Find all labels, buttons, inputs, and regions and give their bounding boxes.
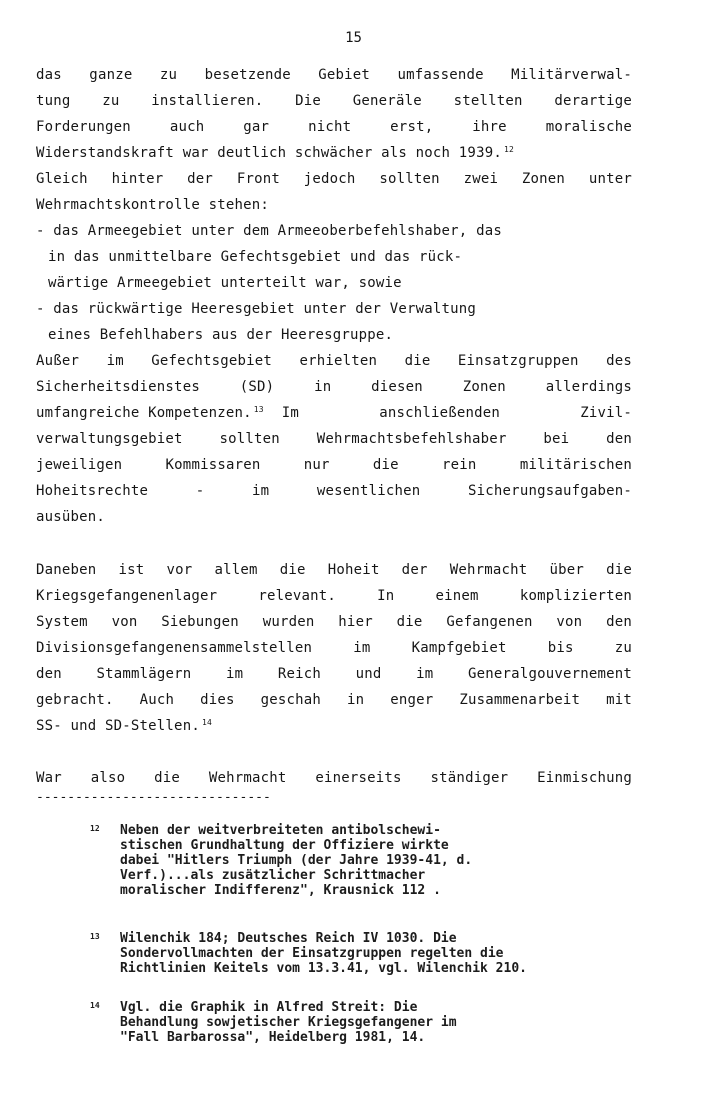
- footnote-line: moralischer Indifferenz", Krausnick 112 .: [120, 883, 441, 898]
- list-item-line: wärtige Armeegebiet unterteilt war, sowie: [48, 275, 402, 291]
- footnote-14: [90, 1000, 700, 1045]
- text-line: [36, 713, 632, 739]
- footnote-marker: 14: [90, 1001, 100, 1010]
- paragraph-1: [36, 62, 632, 530]
- text-line: ausüben.: [36, 509, 106, 525]
- footnote-ref-12: 12: [503, 145, 514, 154]
- text-line: System von Siebungen wurden hier die Gefangenen von den: [36, 614, 632, 630]
- text-line-content: [36, 400, 264, 426]
- page-number: 15: [345, 30, 362, 46]
- text-line: Außer im Gefechtsgebiet erhielten die Einsatzgruppen des: [36, 353, 632, 369]
- paragraph-2: [36, 557, 632, 739]
- footnote-ref-13: 13: [253, 405, 264, 414]
- paragraph-3: [36, 765, 632, 791]
- text-line: das ganze zu besetzende Gebiet umfassende Militärverwal-: [36, 67, 632, 83]
- footnote-line: Sondervollmachten der Einsatzgruppen regelten die: [120, 946, 504, 961]
- footnote-line: stischen Grundhaltung der Offiziere wirkte: [120, 838, 449, 853]
- text-line: War also die Wehrmacht einerseits ständiger Einmischung: [36, 770, 632, 786]
- text-line: tung zu installieren. Die Generäle stellten derartige: [36, 93, 632, 109]
- text-line: Kriegsgefangenenlager relevant. In einem komplizierten: [36, 588, 632, 604]
- text-line: den Stammlägern im Reich und im Generalgouvernement: [36, 666, 632, 682]
- text-line: verwaltungsgebiet sollten Wehrmachtsbefehlshaber bei den: [36, 431, 632, 447]
- text-line: Sicherheitsdienstes (SD) in diesen Zonen allerdings: [36, 379, 632, 395]
- text-line: jeweiligen Kommissaren nur die rein militärischen: [36, 457, 632, 473]
- footnote-line: Richtlinien Keitels vom 13.3.41, vgl. Wilenchik 210.: [120, 961, 527, 976]
- text-line-content: SS- und SD-Stellen.: [36, 718, 200, 734]
- text-line: Daneben ist vor allem die Hoheit der Wehrmacht über die: [36, 562, 632, 578]
- text-line: [36, 400, 632, 426]
- text-line: Wehrmachtskontrolle stehen:: [36, 197, 269, 213]
- text-segment: umfangreiche Kompetenzen.: [36, 405, 252, 421]
- footnote-marker: 13: [90, 932, 100, 941]
- text-line-content: Widerstandskraft war deutlich schwächer als noch 1939.: [36, 145, 502, 161]
- text-line: Gleich hinter der Front jedoch sollten zwei Zonen unter: [36, 171, 632, 187]
- footnote-line: Verf.)...als zusätzlicher Schrittmacher: [120, 868, 426, 883]
- footnote-line: dabei "Hitlers Triumph (der Jahre 1939-41, d.: [120, 853, 473, 868]
- text-line: gebracht. Auch dies geschah in enger Zusammenarbeit mit: [36, 692, 632, 708]
- text-line: [36, 140, 632, 166]
- footnote-marker: 12: [90, 824, 100, 833]
- footnote-line: Behandlung sowjetischer Kriegsgefangener im: [120, 1015, 457, 1030]
- footnote-13: [90, 931, 700, 976]
- footnote-line: Vgl. die Graphik in Alfred Streit: Die: [120, 1000, 418, 1015]
- footnote-ref-14: 14: [201, 718, 212, 727]
- footnote-line: "Fall Barbarossa", Heidelberg 1981, 14.: [120, 1030, 426, 1045]
- list-item-line: in das unmittelbare Gefechtsgebiet und das rück-: [48, 249, 463, 265]
- footnote-line: Neben der weitverbreiteten antibolschewi-: [120, 823, 441, 838]
- text-line: Hoheitsrechte - im wesentlichen Sicherungsaufgaben-: [36, 483, 632, 499]
- footnote-separator: ------------------------------: [36, 790, 271, 805]
- footnote-12: [90, 823, 700, 898]
- text-line: Forderungen auch gar nicht erst, ihre moralische: [36, 119, 632, 135]
- footnote-line: Wilenchik 184; Deutsches Reich IV 1030. Die: [120, 931, 457, 946]
- list-item-line: eines Befehlhabers aus der Heeresgruppe.: [48, 327, 394, 343]
- list-item-line: - das rückwärtige Heeresgebiet unter der Verwaltung: [36, 301, 477, 317]
- list-item-line: - das Armeegebiet unter dem Armeeoberbefehlshaber, das: [36, 223, 502, 239]
- text-line: Divisionsgefangenensammelstellen im Kampfgebiet bis zu: [36, 640, 632, 656]
- text-segment: Im anschließenden Zivil-: [281, 405, 632, 421]
